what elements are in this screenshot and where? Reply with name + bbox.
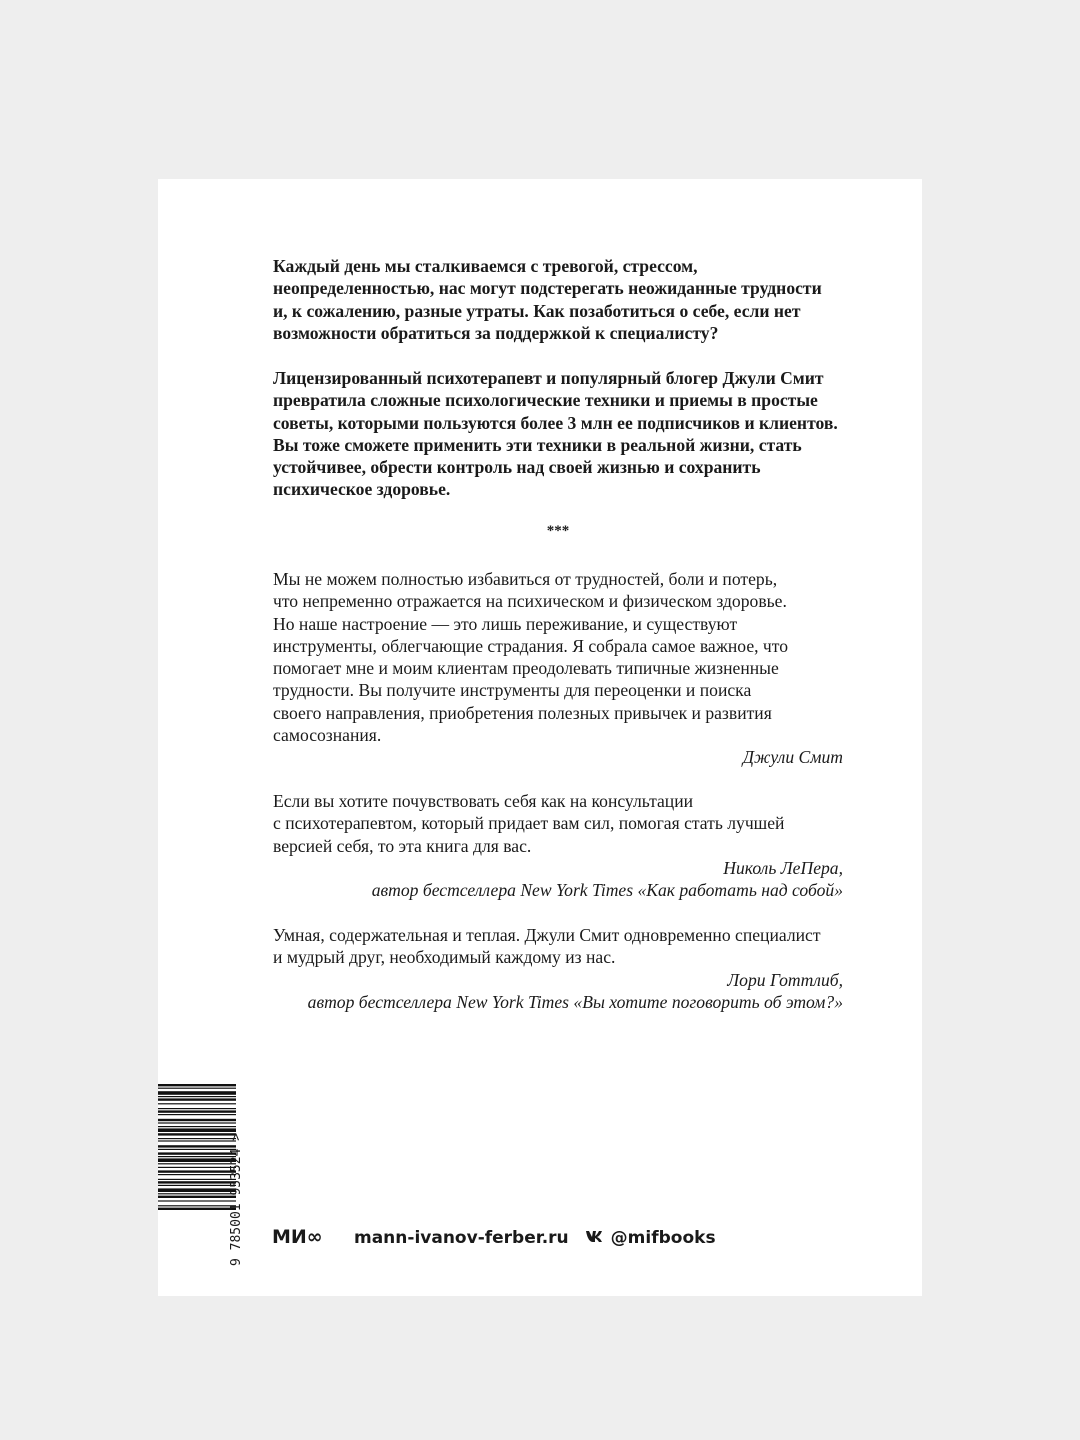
barcode-bar [158,1200,236,1201]
barcode-bar [158,1103,236,1104]
intro-line: устойчивее, обрести контроль над своей жизнью и сохранить [273,457,761,478]
barcode-bar [158,1140,236,1141]
intro-line: Вы тоже сможете применить эти техники в реальной жизни, стать [273,434,802,455]
barcode-icon [158,1082,254,1267]
intro-line: советы, которыми пользуются более 3 млн ее подписчиков и клиентов. [273,412,838,433]
reviewer-name: Лори Готтлиб, [727,969,843,990]
author-quote [273,568,843,769]
publisher-website[interactable]: mann-ivanov-ferber.ru [354,1228,569,1248]
barcode-bar [158,1170,236,1172]
intro-paragraph-2 [273,367,843,501]
intro-line: Каждый день мы сталкиваемся с тревогой, стрессом, [273,256,698,276]
barcode-bar [158,1167,236,1168]
barcode-bar [158,1156,236,1157]
quote-line: инструменты, облегчающие страдания. Я собрала самое важное, что [273,635,789,656]
intro-line: превратила сложные психологические техники и приемы в простые [273,390,818,411]
barcode-bar [158,1185,236,1186]
review-lepera [273,790,843,901]
review-line: Умная, содержательная и теплая. Джули Смит одновременно специалист [273,925,821,945]
barcode-bar [158,1163,236,1164]
review-gottlieb [273,924,843,1013]
barcode-bar [158,1205,236,1206]
barcode-bar [158,1091,236,1095]
barcode-bar [158,1122,236,1123]
barcode-bar [158,1128,236,1132]
quote-line: Мы не можем полностью избавиться от трудностей, боли и потерь, [273,569,778,589]
barcode-bar [158,1179,236,1180]
barcode-bar [158,1158,236,1162]
vk-icon[interactable] [585,1229,605,1247]
reviewer-credit: автор бестселлера New York Times «Как работать над собой» [371,880,843,901]
logo-text: МИ∞ [272,1225,323,1247]
barcode-bar [158,1138,236,1139]
barcode-bar [158,1188,236,1192]
author-signature: Джули Смит [742,747,843,768]
review-line: версией себя, то эта книга для вас. [273,835,532,856]
barcode-bar [158,1174,236,1175]
intro-paragraph-1 [273,255,843,344]
barcode-bar [158,1181,236,1183]
barcode-bar [158,1145,236,1147]
intro-line: Лицензированный психотерапевт и популярный блогер Джули Смит [273,368,824,388]
barcode-bar [158,1110,236,1112]
review-line: с психотерапевтом, который придает вам сил, помогая стать лучшей [273,813,785,834]
quote-line: помогает мне и моим клиентам преодолевать типичные жизненные [273,658,779,679]
quote-line: Но наше настроение — это лишь переживание, и существуют [273,613,738,634]
intro-line: неопределенностью, нас могут подстерегать неожиданные трудности [273,278,822,299]
review-line: Если вы хотите почувствовать себя как на консультации [273,791,694,811]
barcode-bar [158,1152,236,1154]
barcode-bar [158,1126,236,1127]
intro-line: психическое здоровье. [273,479,451,500]
isbn-barcode [158,1082,254,1267]
barcode-bar [158,1119,236,1121]
barcode-bar [158,1193,236,1194]
barcode-bar [158,1149,236,1150]
publisher-footer [272,1223,716,1253]
quote-line: что непременно отражается на психическом и физическом здоровье. [273,591,787,612]
barcode-bar [158,1133,236,1135]
barcode-bar [158,1096,236,1097]
quote-line: своего направления, приобретения полезных привычек и развития [273,702,772,723]
social-handle[interactable]: @mifbooks [610,1228,716,1248]
barcode-bar [158,1114,236,1115]
mif-logo-icon [272,1225,342,1247]
barcode-bar [158,1098,236,1100]
quote-line: трудности. Вы получите инструменты для переоценки и поиска [273,680,752,701]
publisher-logo [272,1225,342,1252]
barcode-bar [158,1196,236,1198]
section-separator: *** [546,523,570,539]
reviewer-name: Николь ЛеПера, [723,857,843,878]
intro-line: и, к сожалению, разные утраты. Как позаботиться о себе, если нет [273,300,801,321]
barcode-bar [158,1084,236,1086]
review-line: и мудрый друг, необходимый каждому из нас. [273,947,616,968]
quote-line: самосознания. [273,725,382,746]
reviewer-credit: автор бестселлера New York Times «Вы хотите поговорить об этом?» [307,991,843,1012]
barcode-bar [158,1108,236,1109]
barcode-digits: 9 785001 953524 > [229,1132,244,1266]
intro-line: возможности обратиться за поддержкой к специалисту? [273,322,719,343]
barcode-bar [158,1208,236,1210]
book-back-cover [158,179,922,1296]
barcode-bar [158,1088,236,1089]
